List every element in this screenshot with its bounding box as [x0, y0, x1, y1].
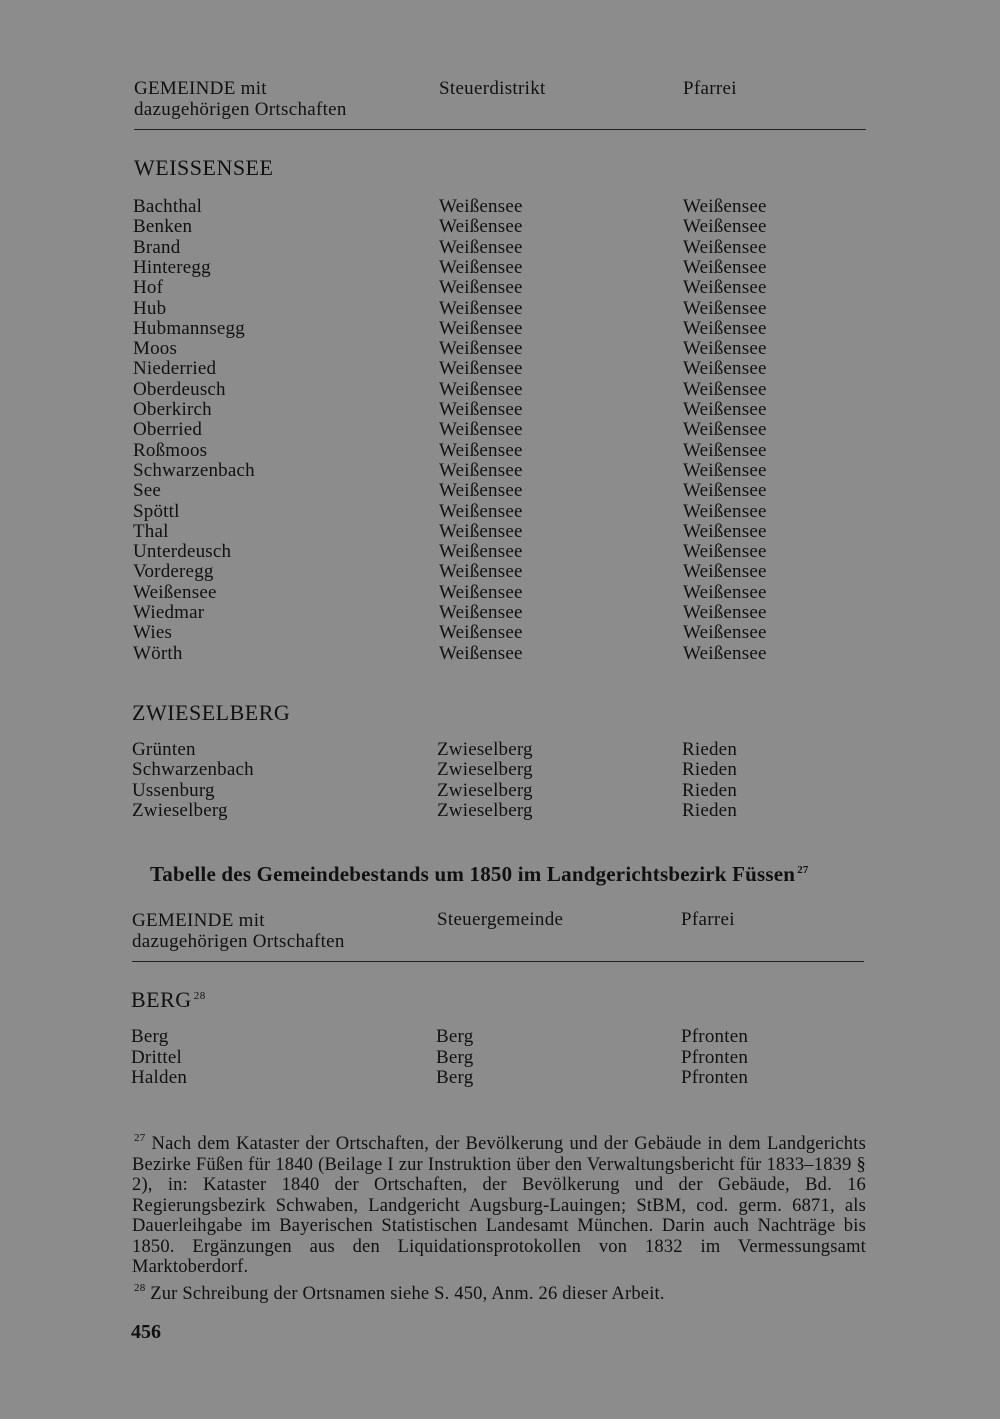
cell-steuer: Weißensee [439, 520, 523, 542]
cell-pfarrei: Weißensee [683, 500, 767, 522]
cell-pfarrei: Weißensee [683, 541, 767, 563]
table-row [0, 583, 1000, 603]
cell-steuer: Zwieselberg [437, 759, 533, 781]
cell-ortschaft: Wies [133, 622, 173, 644]
cell-pfarrei: Weißensee [683, 480, 767, 502]
cell-ortschaft: Spöttl [133, 500, 180, 522]
table1-header-steuerdistrikt: Steuerdistrikt [439, 78, 546, 99]
cell-pfarrei: Weißensee [683, 581, 767, 603]
table-row [0, 760, 1000, 780]
cell-steuer: Zwieselberg [437, 779, 533, 801]
table-row [0, 339, 1000, 359]
table-row [0, 481, 1000, 501]
cell-pfarrei: Weißensee [683, 277, 767, 299]
footnote-27 [132, 1128, 866, 1278]
table1-header-col1-line2: dazugehörigen Ortschaften [134, 99, 347, 120]
cell-pfarrei: Rieden [682, 759, 738, 781]
table-row [0, 603, 1000, 623]
cell-steuer: Weißensee [439, 561, 523, 583]
cell-pfarrei: Pfronten [681, 1067, 749, 1088]
table-row [0, 623, 1000, 643]
table2-header-gemeinde [132, 910, 345, 952]
footnote-28 [132, 1278, 866, 1305]
cell-pfarrei: Weißensee [683, 236, 767, 258]
table1-header-rule [134, 129, 866, 130]
cell-steuer: Weißensee [439, 277, 523, 299]
table-row [0, 644, 1000, 664]
table-row [0, 522, 1000, 542]
table-row [0, 781, 1000, 801]
table2-title [150, 862, 809, 887]
cell-pfarrei: Weißensee [683, 561, 767, 583]
cell-ortschaft: Ussenburg [132, 779, 215, 801]
cell-pfarrei: Pfronten [681, 1046, 749, 1068]
footnote-27-text: Nach dem Kataster der Ortschaften, der Bevölkerung und der Gebäude in dem Landgerichts Bezirke Füßen für 1840 (Beilage I zur Instruktion über den Verwaltungsbericht für 1833–1839 § 2), in: Kataster 1840 der Ortschaften, der Bevölkerung und der Gebäude, Bd. 16 Regierungsbezirk Schwaben, Landgericht Augsburg-Lauingen; StBM, cod. germ. 6871, als Dauerleihgabe im Bayerischen Statistischen Landesamt München. Darin auch Nachträge bis 1850. Ergänzungen aus den Liquidationsprotokollen von 1832 im Vermessungsamt Marktoberdorf. [132, 1134, 866, 1277]
section-title-weissensee: WEISSENSEE [134, 155, 274, 180]
cell-ortschaft: Thal [133, 520, 169, 542]
cell-ortschaft: Moos [133, 338, 178, 360]
table-row [0, 380, 1000, 400]
table-row [0, 420, 1000, 440]
cell-pfarrei: Weißensee [683, 642, 767, 664]
cell-pfarrei: Weißensee [683, 602, 767, 623]
table2-title-text: Tabelle des Gemeindebestands um 1850 im Landgerichtsbezirk Füssen [150, 862, 796, 886]
table-row [0, 278, 1000, 298]
cell-ortschaft: Oberdeusch [133, 378, 226, 400]
cell-steuer: Weißensee [439, 297, 523, 319]
cell-ortschaft: Bachthal [133, 196, 203, 217]
section-title-berg [131, 987, 206, 1013]
table-row [0, 258, 1000, 278]
cell-steuer: Weißensee [439, 622, 523, 644]
table1-header-gemeinde [134, 78, 347, 120]
cell-steuer: Weißensee [439, 480, 523, 502]
cell-steuer: Weißensee [439, 256, 523, 278]
table-row [0, 400, 1000, 420]
cell-steuer: Zwieselberg [437, 799, 533, 821]
cell-ortschaft: Halden [131, 1067, 188, 1088]
cell-ortschaft: Wiedmar [133, 602, 205, 623]
footnotes [132, 1128, 866, 1304]
cell-ortschaft: Benken [133, 216, 193, 238]
cell-ortschaft: Hub [133, 297, 167, 319]
cell-ortschaft: Grünten [132, 739, 196, 760]
cell-ortschaft: Schwarzenbach [132, 759, 254, 781]
cell-steuer: Weißensee [439, 317, 523, 339]
table-row [0, 1068, 1000, 1088]
table2-header-steuergemeinde: Steuergemeinde [437, 909, 564, 930]
table2-header-col1-line1: GEMEINDE mit [132, 910, 265, 931]
cell-steuer: Weißensee [439, 338, 523, 360]
section-title-zwieselberg: ZWIESELBERG [132, 700, 291, 725]
table-row [0, 238, 1000, 258]
cell-ortschaft: Schwarzenbach [133, 459, 255, 481]
table-row [0, 461, 1000, 481]
table1-header-pfarrei: Pfarrei [683, 78, 737, 99]
cell-pfarrei: Weißensee [683, 378, 767, 400]
cell-ortschaft: Brand [133, 236, 181, 258]
cell-steuer: Weißensee [439, 581, 523, 603]
table-row [0, 319, 1000, 339]
cell-steuer: Weißensee [439, 541, 523, 563]
cell-steuer: Weißensee [439, 642, 523, 664]
cell-steuer: Weißensee [439, 602, 523, 623]
cell-steuer: Weißensee [439, 236, 523, 258]
cell-steuer: Weißensee [439, 500, 523, 522]
cell-pfarrei: Weißensee [683, 622, 767, 644]
table2-header-pfarrei: Pfarrei [681, 909, 735, 930]
cell-ortschaft: Vorderegg [133, 561, 214, 583]
table-row [0, 441, 1000, 461]
cell-steuer: Berg [436, 1026, 474, 1047]
cell-pfarrei: Weißensee [683, 338, 767, 360]
cell-pfarrei: Weißensee [683, 297, 767, 319]
cell-ortschaft: Hinteregg [133, 256, 211, 278]
cell-ortschaft: Hubmannsegg [133, 317, 245, 339]
cell-pfarrei: Weißensee [683, 216, 767, 238]
cell-steuer: Berg [436, 1067, 474, 1088]
table-row [0, 801, 1000, 821]
section-title-berg-note: 28 [193, 990, 206, 1002]
cell-steuer: Weißensee [439, 399, 523, 420]
cell-ortschaft: Drittel [131, 1046, 182, 1068]
cell-steuer: Weißensee [439, 358, 523, 380]
cell-ortschaft: See [133, 480, 162, 502]
cell-pfarrei: Weißensee [683, 317, 767, 339]
cell-steuer: Weißensee [439, 439, 523, 461]
cell-steuer: Weißensee [439, 196, 523, 217]
table-row [0, 217, 1000, 237]
cell-ortschaft: Oberried [133, 419, 203, 441]
table2-header-rule [132, 961, 864, 962]
cell-steuer: Weißensee [439, 378, 523, 400]
cell-ortschaft: Zwieselberg [132, 799, 228, 821]
cell-ortschaft: Roßmoos [133, 439, 208, 461]
table-row [0, 542, 1000, 562]
cell-ortschaft: Niederried [133, 358, 217, 380]
cell-pfarrei: Weißensee [683, 419, 767, 441]
cell-pfarrei: Weißensee [683, 459, 767, 481]
cell-pfarrei: Weißensee [683, 520, 767, 542]
cell-pfarrei: Weißensee [683, 358, 767, 380]
cell-steuer: Weißensee [439, 419, 523, 441]
table-row [0, 299, 1000, 319]
cell-ortschaft: Oberkirch [133, 399, 212, 420]
page-number: 456 [131, 1321, 161, 1343]
table-row [0, 562, 1000, 582]
section-title-berg-text: BERG [131, 987, 192, 1012]
footnote-28-number: 28 [134, 1281, 146, 1294]
cell-pfarrei: Weißensee [683, 439, 767, 461]
cell-ortschaft: Berg [131, 1026, 169, 1047]
table1-header-col1-line1: GEMEINDE mit [134, 78, 267, 99]
cell-pfarrei: Weißensee [683, 399, 767, 420]
footnote-27-number: 27 [134, 1132, 146, 1144]
table-row [0, 740, 1000, 760]
cell-pfarrei: Rieden [682, 739, 738, 760]
cell-steuer: Berg [436, 1046, 474, 1068]
table-row [0, 197, 1000, 217]
cell-pfarrei: Pfronten [681, 1026, 749, 1047]
table2-title-note: 27 [797, 864, 809, 876]
table2-header-col1-line2: dazugehörigen Ortschaften [132, 931, 345, 952]
table-row [0, 1048, 1000, 1068]
table-row [0, 1027, 1000, 1047]
cell-ortschaft: Hof [133, 277, 164, 299]
cell-steuer: Zwieselberg [437, 739, 533, 760]
cell-pfarrei: Rieden [682, 779, 738, 801]
table-row [0, 359, 1000, 379]
cell-steuer: Weißensee [439, 216, 523, 238]
cell-ortschaft: Unterdeusch [133, 541, 232, 563]
cell-pfarrei: Rieden [682, 799, 738, 821]
cell-pfarrei: Weißensee [683, 256, 767, 278]
cell-pfarrei: Weißensee [683, 196, 767, 217]
footnote-28-text: Zur Schreibung der Ortsnamen siehe S. 450, Anm. 26 dieser Arbeit. [150, 1283, 665, 1304]
table-row [0, 502, 1000, 522]
cell-ortschaft: Weißensee [133, 581, 217, 603]
cell-ortschaft: Wörth [133, 642, 183, 664]
cell-steuer: Weißensee [439, 459, 523, 481]
